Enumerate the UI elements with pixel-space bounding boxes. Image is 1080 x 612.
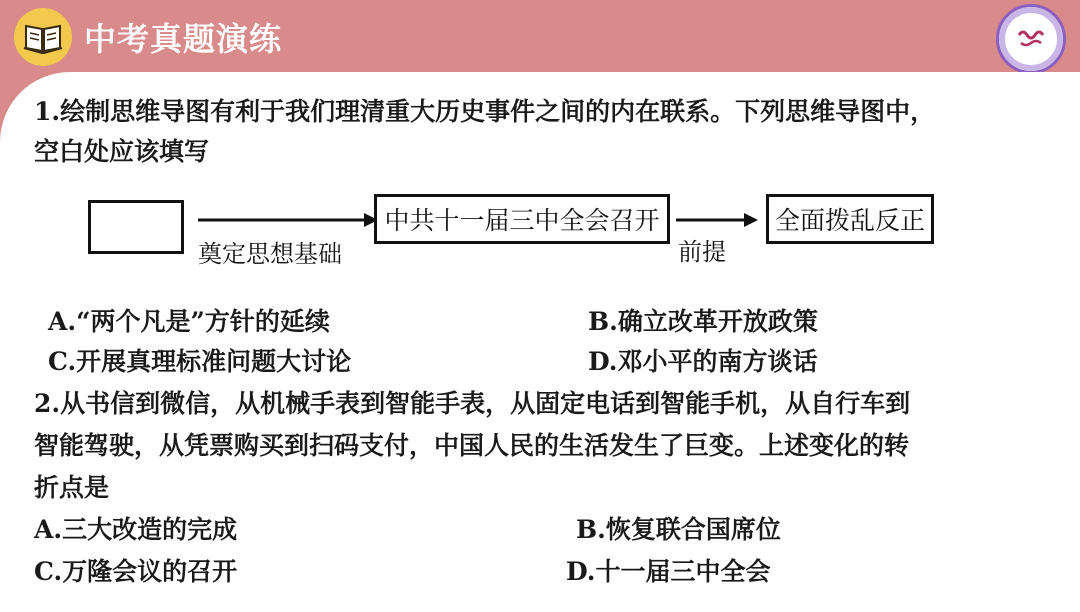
q2-option-b[interactable]: B.恢复联合国席位: [576, 515, 781, 544]
header-bar: [0, 0, 1080, 82]
school-seal-logo: [996, 4, 1066, 74]
q1-option-b[interactable]: B.确立改革开放政策: [588, 307, 818, 336]
q1-option-a[interactable]: A.“两个凡是”方针的延续: [48, 307, 330, 336]
q2-stem-line3: 折点是: [34, 473, 110, 502]
book-icon: [14, 8, 72, 66]
right-box: 全面拨乱反正: [766, 194, 934, 244]
arrow1-label: 奠定思想基础: [198, 240, 342, 268]
q1-option-d[interactable]: D.邓小平的南方谈话: [588, 347, 818, 376]
blank-box: [88, 200, 184, 254]
q2-option-a[interactable]: A.三大改造的完成: [34, 515, 238, 544]
q2-stem-line2: 智能驾驶，从凭票购买到扫码支付，中国人民的生活发生了巨变。上述变化的转: [34, 431, 910, 460]
middle-box: 中共十一届三中全会召开: [374, 194, 670, 244]
q1-option-c[interactable]: C.开展真理标准问题大讨论: [48, 347, 352, 376]
arrow-2: [676, 210, 758, 230]
q2-stem-line1: 2.从书信到微信，从机械手表到智能手表，从固定电话到智能手机，从自行车到: [34, 389, 911, 418]
arrow-1: [198, 210, 378, 230]
q2-option-c[interactable]: C.万隆会议的召开: [34, 557, 238, 586]
q2-option-d[interactable]: D.十一届三中全会: [566, 557, 771, 586]
q1-stem-line1: 1.绘制思维导图有利于我们理清重大历史事件之间的内在联系。下列思维导图中，: [34, 97, 936, 126]
q1-stem-line2: 空白处应该填写: [34, 137, 210, 166]
page-title: 中考真题演练: [84, 20, 283, 58]
arrow2-label: 前提: [678, 238, 726, 266]
mind-map-diagram: [80, 192, 960, 272]
